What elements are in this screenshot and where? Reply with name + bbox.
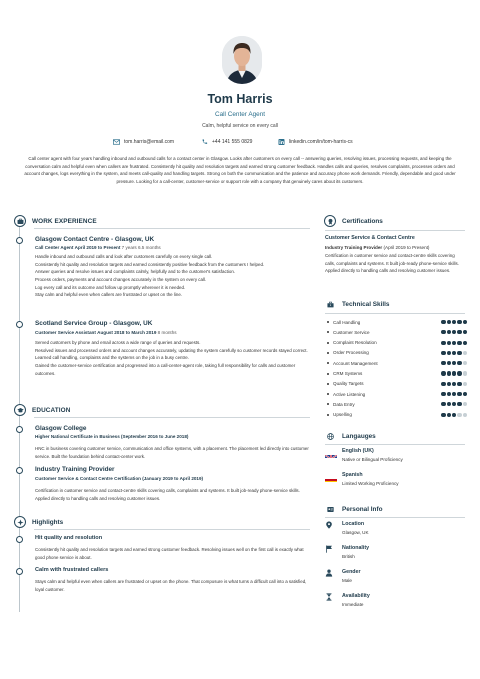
rating-dot-filled — [441, 341, 445, 345]
skill-row — [327, 328, 467, 336]
rating-dot-filled — [441, 413, 445, 417]
phone-text: +44 141 555 0829 — [212, 139, 253, 145]
education-degree: Customer Service & Contact Centre Certification (January 2019 to April 2019) — [35, 476, 204, 481]
highlight-title: Hit quality and resolution — [35, 535, 103, 541]
education-title: EDUCATION — [32, 406, 71, 414]
skill-rating — [441, 413, 467, 417]
globe-icon — [324, 430, 336, 442]
personal-info-title: Personal Info — [342, 505, 383, 513]
job-subtitle — [35, 245, 161, 250]
job-line: Stay calm and helpful even when callers are frustrated or upset on the line. — [35, 292, 183, 298]
skill-rating — [441, 330, 467, 334]
rating-dot-filled — [452, 371, 456, 375]
skill-rating — [441, 341, 467, 345]
bullet-icon — [327, 352, 329, 354]
rating-dot-filled — [452, 320, 456, 324]
education-degree: Higher National Certificate in Business (September 2016 to June 2018) — [35, 434, 189, 439]
rating-dot-filled — [463, 330, 467, 334]
personal-info-label: Location — [342, 521, 365, 527]
job-line: Process orders, payments and account changes accurately in the system on every call. — [35, 276, 207, 282]
certification-name: Customer Service & Contact Centre — [325, 235, 415, 241]
skill-name: Upselling — [333, 412, 352, 418]
rating-dot-filled — [457, 382, 461, 386]
professional-summary: Call center agent with four years handling inbound and outbound calls for a contact center in Glasgow. Looks after customers on every call -- answering queries, resolving issues, processing requests, and keeping the conversation calm and helpful even when callers are frustrated. Consistently hit quality and resolution targets and earned strong customer feedback. Handles calls and queries, resolves complaints, processes orders and account changes, logs everything in the system, and meets call-quality and handling targets. Strong on both the communication and the patience and accuracy phone work demands. Friendly, dependable and good under pressure. Looking for a call-center, customer-service or support role with a company that genuinely cares about its customers. — [24, 156, 456, 184]
rating-dot-filled — [447, 402, 451, 406]
rating-dot-filled — [452, 382, 456, 386]
rating-dot-filled — [441, 392, 445, 396]
linkedin-contact[interactable] — [278, 139, 353, 145]
education-header — [14, 404, 70, 416]
certification-description: Certification in customer service and contact-centre skills covering calls, complaints and systems. It built job-ready phone-service skills. Applied directly to handling calls and resolving customer issues. — [325, 253, 459, 273]
skill-row — [327, 411, 467, 419]
skill-name: CRM Systems — [333, 371, 363, 376]
personal-info-header — [324, 503, 382, 515]
bullet-icon — [327, 393, 329, 395]
rating-dot-filled — [447, 392, 451, 396]
rating-dot-filled — [441, 371, 445, 375]
profile-photo — [222, 36, 262, 84]
skill-name: Active Listening — [333, 391, 366, 397]
skill-rating — [441, 382, 467, 386]
rating-dot-filled — [447, 382, 451, 386]
rating-dot-empty — [463, 402, 467, 406]
bullet-icon — [327, 373, 329, 375]
job-line: Learned call handling, complaints and the systems on the job in a busy centre. — [35, 355, 189, 361]
rating-dot-filled — [463, 320, 467, 324]
skill-rating — [441, 351, 467, 355]
skill-rating — [441, 320, 467, 324]
rating-dot-filled — [441, 351, 445, 355]
skill-row — [327, 380, 467, 388]
personal-info-label: Nationality — [342, 545, 370, 551]
skill-row — [327, 349, 467, 357]
certification-provider: Industry Training Provider (April 2019 to Present) — [325, 245, 430, 250]
rating-dot-filled — [441, 382, 445, 386]
rating-dot-filled — [447, 341, 451, 345]
rating-dot-filled — [447, 330, 451, 334]
skill-name: Call Handling — [333, 319, 361, 325]
education-description: HNC in business covering customer service, communication and office systems, with a placement. The placement led directly into customer service. Built the foundation behind contact-center work. — [35, 446, 309, 459]
personal-info-label: Gender — [342, 569, 361, 575]
hourglass-icon — [325, 593, 333, 601]
rating-dot-filled — [441, 320, 445, 324]
rating-dot-filled — [452, 413, 456, 417]
rating-dot-filled — [452, 341, 456, 345]
candidate-role: Call Center Agent — [214, 111, 266, 118]
skill-name: Complaint Resolution — [333, 340, 377, 346]
personal-info-value: Male — [342, 578, 352, 583]
email-icon — [113, 139, 120, 145]
contact-bar — [0, 139, 480, 148]
rating-dot-filled — [463, 341, 467, 345]
rating-dot-empty — [463, 371, 467, 375]
education-description: Certification in customer service and contact-centre skills covering calls, complaints and systems. It built job-ready phone-service skills. Applied directly to handling calls and resolving customer issues. — [35, 488, 300, 501]
bullet-icon — [327, 414, 329, 416]
language-item — [325, 448, 465, 468]
job-position: Call Center Agent — [35, 245, 74, 250]
bullet-icon — [327, 331, 329, 333]
rating-dot-filled — [452, 361, 456, 365]
personal-info-label: Availability — [342, 593, 370, 599]
bullet-icon — [327, 383, 329, 385]
rating-dot-filled — [447, 371, 451, 375]
certifications-header — [324, 215, 383, 227]
spain-flag-icon — [325, 474, 337, 482]
personal-info-item — [325, 593, 465, 613]
email-contact[interactable] — [113, 139, 174, 145]
skill-rating — [441, 361, 467, 365]
timeline-dot — [16, 237, 23, 244]
rating-dot-filled — [447, 413, 451, 417]
section-divider — [325, 230, 465, 231]
person-icon — [325, 569, 333, 577]
sparkle-icon — [14, 516, 26, 528]
job-line: Gained the customer-service certification and progressed into a call-center-agent role, taking full responsibility for calls and customer outcomes. — [35, 362, 296, 376]
flag-icon — [325, 545, 333, 553]
rating-dot-filled — [457, 351, 461, 355]
language-item — [325, 472, 465, 492]
job-line: Resolved issues and processed orders and account changes accurately, updating the system carefully so customer records stayed correct. — [35, 347, 308, 353]
job-line: Served customers by phone and email across a wide range of queries and requests. — [35, 340, 201, 345]
graduation-cap-icon — [14, 404, 26, 416]
rating-dot-empty — [463, 413, 467, 417]
languages-header — [324, 430, 376, 442]
languages-title: Langauges — [342, 432, 376, 440]
linkedin-icon — [278, 139, 285, 145]
skill-name: Data Entry — [333, 401, 355, 407]
skill-rating — [441, 371, 467, 375]
location-pin-icon — [325, 521, 333, 529]
skill-row — [327, 370, 467, 378]
job-title: Scotland Service Group - Glasgow, UK — [35, 320, 153, 327]
job-position: Customer Service Assistant — [35, 330, 96, 335]
rating-dot-filled — [441, 361, 445, 365]
rating-dot-filled — [457, 361, 461, 365]
certificate-icon — [324, 215, 336, 227]
personal-info-item — [325, 521, 465, 541]
job-line: Consistently hit quality and resolution targets and earned consistently positive feedback from the customers I helped. — [35, 261, 265, 267]
skill-row — [327, 400, 467, 408]
timeline-dot — [16, 321, 23, 328]
rating-dot-filled — [447, 361, 451, 365]
highlight-text: Consistently hit quality and resolution targets and earned strong customer feedback. Resolving issues well on the first call is exactly what good phone service is about. — [35, 547, 304, 560]
bullet-icon — [327, 321, 329, 323]
skills-title: Technical Skills — [342, 300, 390, 308]
highlights-title: Highlights — [32, 518, 64, 526]
job-duration: 7 years 6.5 months — [121, 245, 161, 250]
skill-name: Order Processing — [333, 350, 369, 356]
rating-dot-filled — [457, 330, 461, 334]
highlight-text: Stays calm and helpful even when callers are frustrated or upset on the phone. That composure is what turns a difficult call into a satisfied, loyal customer. — [35, 579, 307, 592]
rating-dot-empty — [457, 413, 461, 417]
bullet-icon — [327, 342, 329, 344]
candidate-tagline: Calm, helpful service on every call — [202, 123, 278, 129]
rating-dot-filled — [457, 402, 461, 406]
candidate-name: Tom Harris — [207, 92, 273, 106]
uk-flag-icon — [325, 450, 337, 458]
certifications-title: Certifications — [342, 217, 383, 225]
personal-info-item — [325, 545, 465, 565]
rating-dot-empty — [463, 351, 467, 355]
skill-rating — [441, 392, 467, 396]
rating-dot-filled — [463, 392, 467, 396]
work-experience-header — [14, 215, 97, 227]
phone-icon — [201, 139, 208, 145]
education-school: Glasgow College — [35, 425, 87, 432]
rating-dot-filled — [452, 330, 456, 334]
id-card-icon — [324, 503, 336, 515]
bullet-icon — [327, 362, 329, 364]
rating-dot-empty — [463, 382, 467, 386]
rating-dot-filled — [441, 330, 445, 334]
rating-dot-filled — [457, 341, 461, 345]
job-description — [35, 253, 310, 299]
rating-dot-filled — [452, 402, 456, 406]
highlights-header — [14, 516, 63, 528]
skill-name: Account Management — [333, 360, 378, 366]
section-divider — [325, 444, 465, 445]
personal-info-value: British — [342, 554, 355, 559]
toolbox-icon — [324, 298, 336, 310]
highlight-title: Calm with frustrated callers — [35, 567, 109, 573]
rating-dot-filled — [457, 392, 461, 396]
job-subtitle — [35, 330, 177, 335]
rating-dot-filled — [457, 371, 461, 375]
personal-info-value: Glasgow, UK — [342, 530, 369, 535]
bullet-icon — [327, 403, 329, 405]
rating-dot-filled — [447, 320, 451, 324]
rating-dot-filled — [447, 351, 451, 355]
skills-header — [324, 298, 389, 310]
skill-name: Quality Targets — [333, 381, 364, 387]
timeline-dot — [16, 536, 23, 543]
language-level: Limited Working Proficiency — [342, 481, 399, 486]
education-school: Industry Training Provider — [35, 466, 115, 473]
rating-dot-filled — [441, 402, 445, 406]
job-line: Handle inbound and outbound calls and look after customers carefully on every single call. — [35, 254, 213, 259]
skill-row — [327, 390, 467, 398]
job-description — [35, 339, 310, 377]
language-name: English (UK) — [342, 448, 374, 454]
language-level: Native or Bilingual Proficiency — [342, 457, 403, 462]
rating-dot-filled — [452, 392, 456, 396]
personal-info-value: Immediate — [342, 602, 364, 607]
section-divider — [325, 313, 465, 314]
job-line: Answer queries and resolve issues and complaints calmly, helpfully and to the customer's satisfaction. — [35, 269, 236, 275]
timeline-dot — [16, 467, 23, 474]
section-divider — [325, 517, 465, 518]
language-name: Spanish — [342, 472, 363, 478]
linkedin-text: linkedin.com/in/tom-harris-cs — [289, 139, 353, 145]
timeline-dot — [16, 426, 23, 433]
job-line: Log every call and its outcome and follow up promptly wherever it is needed. — [35, 284, 186, 290]
skill-row — [327, 318, 467, 326]
job-dates: August 2018 to March 2019 — [97, 330, 157, 335]
job-dates: April 2019 to Present — [74, 245, 121, 250]
rating-dot-empty — [463, 361, 467, 365]
personal-info-item — [325, 569, 465, 589]
rating-dot-filled — [457, 320, 461, 324]
job-title: Glasgow Contact Centre - Glasgow, UK — [35, 236, 155, 243]
section-divider — [34, 417, 310, 418]
skill-rating — [441, 402, 467, 406]
skill-row — [327, 359, 467, 367]
skill-name: Customer Service — [333, 329, 370, 335]
briefcase-icon — [14, 215, 26, 227]
job-duration: 8 months — [157, 330, 177, 335]
rating-dot-filled — [452, 351, 456, 355]
timeline-dot — [16, 568, 23, 575]
email-text: tom.harris@email.com — [124, 139, 175, 145]
phone-contact[interactable] — [201, 139, 252, 145]
work-experience-title: WORK EXPERIENCE — [32, 217, 97, 225]
timeline-line — [19, 226, 20, 612]
section-divider — [34, 529, 310, 530]
skill-row — [327, 339, 467, 347]
section-divider — [34, 228, 310, 229]
